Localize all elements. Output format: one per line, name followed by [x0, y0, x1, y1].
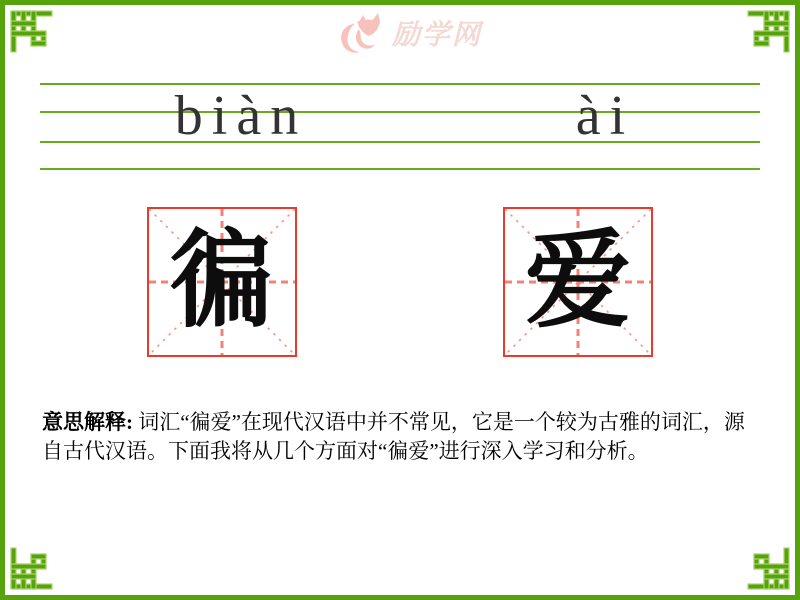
fox-swirl-icon — [330, 12, 388, 54]
staff-line — [40, 83, 760, 85]
corner-fret-top-right-icon — [746, 6, 794, 54]
staff-line — [40, 141, 760, 143]
hanzi-character: 爱 — [525, 223, 631, 340]
explanation-body: 词汇“徧爱”在现代汉语中并不常见，它是一个较为古雅的词汇，源自古代汉语。下面我将从几个方面对“徧爱”进行深入学习和分析。 — [42, 410, 745, 463]
hanzi-box-bian — [147, 207, 297, 357]
pinyin-word-ai: ài — [575, 85, 635, 147]
corner-fret-bottom-left-icon — [6, 546, 54, 594]
pinyin-word-bian: biàn — [174, 85, 308, 147]
corner-fret-bottom-right-icon — [746, 546, 794, 594]
logo-text: 励学网 — [392, 19, 483, 50]
corner-fret-top-left-icon — [6, 6, 54, 54]
pinyin-four-line-staff — [40, 83, 760, 170]
hanzi-box-ai — [503, 207, 653, 357]
explanation-label: 意思解释: — [42, 410, 133, 434]
meaning-explanation-paragraph — [42, 408, 760, 466]
site-logo-watermark — [330, 12, 482, 54]
staff-line — [40, 168, 760, 170]
staff-line — [40, 111, 760, 113]
hanzi-character: 徧 — [169, 223, 275, 340]
